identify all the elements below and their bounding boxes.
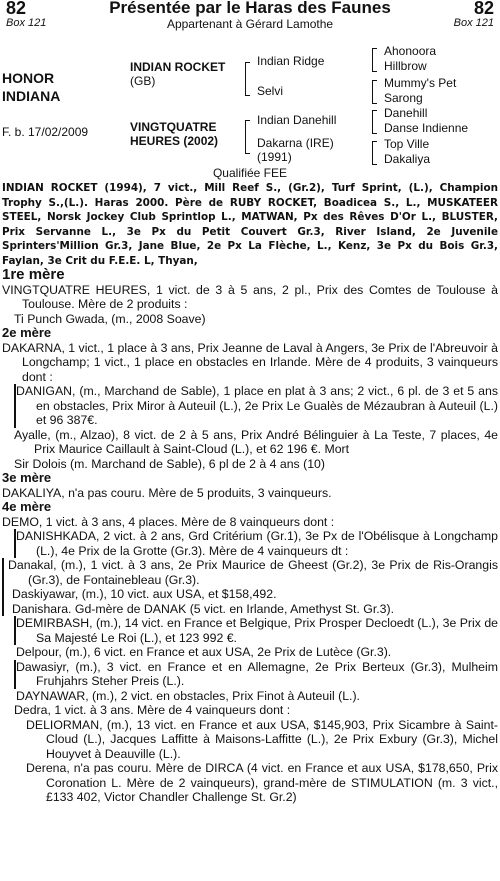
birth-info: F. b. 17/02/2009 xyxy=(2,125,89,139)
horse-name-line1: HONOR xyxy=(2,70,55,86)
dam-name-year: HEURES (2002) xyxy=(130,134,219,148)
ggp-4: Sarong xyxy=(384,91,423,105)
vendor-line: Présentée par le Haras des Faunes xyxy=(109,0,391,17)
ggp-7: Top Ville xyxy=(384,137,430,151)
offspring-deliorman: DELIORMAN, (m.), 13 vict. en France et aux USA, $145,903, Prix Sicambre à Saint-Cloud (L.), Jacques Laffitte à Maisons-Laffitte (L.), 2e Prix Exbury (Gr.3), Michel Houyvet à Deauville (L.). xyxy=(26,717,498,761)
dam-dam-name: Dakarna (IRE) xyxy=(257,136,334,150)
lot-header xyxy=(0,0,500,32)
lot-number-right: 82 xyxy=(473,0,494,18)
second-dam-offspring-danigan: DANIGAN, (m., Marchand de Sable), 1 place en plat à 3 ans; 2 vict., 6 pl. de 3 et 5 ans en obstacles, Prix Miror à Auteuil (L.), 2e Prix Le Gualès de Mézaubran à Auteuil (L.) et 96 387€. xyxy=(16,384,498,427)
first-dam-heading: 1re mère xyxy=(2,266,65,283)
third-dam-text: DAKALIYA, n'a pas couru. Mère de 5 produits, 3 vainqueurs. xyxy=(2,485,332,500)
pedigree-notes xyxy=(2,181,498,805)
ggp-6: Danse Indienne xyxy=(384,121,469,135)
dam-dam-year: (1991) xyxy=(257,150,292,164)
offspring-demirbash: DEMIRBASH, (m.), 14 vict. en France et Belgique, Prix Prosper Decloedt (L.), 3e Prix de Sa Majesté Le Roi (L.), et 123 992 €. xyxy=(16,616,498,645)
sire-bracket xyxy=(245,62,250,96)
box-number-left: Box 121 xyxy=(6,17,47,29)
fourth-dam-text: DEMO, 1 vict. à 3 ans, 4 places. Mère de 8 vainqueurs dont : xyxy=(2,514,335,529)
third-dam-heading: 3e mère xyxy=(2,470,52,485)
offspring-delpour: Delpour, (m.), 6 vict. en France et aux USA, 2e Prix de Lutèce (Gr.3). xyxy=(16,645,392,659)
second-dam-offspring-sir-dolois: Sir Dolois (m. Marchand de Sable), 6 pl de 2 à 4 ans (10) xyxy=(14,456,325,471)
dam-dam xyxy=(257,136,334,164)
ggp-8: Dakaliya xyxy=(384,152,431,166)
first-dam-offspring: Ti Punch Gwada, (m., 2008 Soave) xyxy=(14,311,206,326)
dam-name-line2 xyxy=(130,134,218,148)
first-dam-text: VINGTQUATRE HEURES, 1 vict. de 3 à 5 ans, 2 pl., Prix des Comtes de Toulouse à Toulouse. Mère de 2 produits : xyxy=(2,282,498,311)
offspring-daskiyawar: Daskiyawar, (m.), 10 vict. aux USA, et $158,492. xyxy=(2,587,498,602)
offspring-derena: Derena, n'a pas couru. Mère de DIRCA (4 vict. en France et aux USA, $178,650, Prix Coronation L. Mère de 2 vainqueurs), grand-mère de STIMULATION (m. 3 vict., £133 402, Victor Chandler Challenge St. Gr.2) xyxy=(26,761,498,804)
second-dam-text: DAKARNA, 1 vict., 1 place à 3 ans, Prix Jeanne de Laval à Angers, 3e Prix de l'Abreuvoir à Longchamp; 1 vict., 1 place en obstacles en Irlande. Mère de 4 produits, 3 vainqueurs dont : xyxy=(2,340,498,384)
sire-description: INDIAN ROCKET (1994), 7 vict., Mill Reef S., (Gr.2), Turf Sprint, (L.), Champion Trophy S.,(L.). Haras 2000. Père de RUBY ROCKET, Boadicea S., L., MUSKATEER STEEL, Norsk Jockey Club Sprintlop L., MATWAN, Px des Rêves D'Or L., BLUSTER, Prix Servanne L., 3e Px du Petit Couvert Gr.3, River Island, 2e Juvenile Sprinters'Million Gr.3, Jane Blue, 2e Px La Flèche, L., Kenz, 3e Px du Bois Gr.3, Faylan, 3e Crit du F.E.E. L, Thyan, xyxy=(2,182,498,267)
gg-bracket-3 xyxy=(372,110,377,134)
offspring-dawasiyr: Dawasiyr, (m.), 3 vict. en France et en Allemagne, 2e Prix Berteux (Gr.3), Mulheim Fruhjahrs Steher Preis (L.). xyxy=(16,659,498,688)
gg-bracket-2 xyxy=(372,80,377,104)
lot-number-left: 82 xyxy=(6,0,27,18)
box-number-right: Box 121 xyxy=(453,17,494,29)
sire xyxy=(130,60,225,88)
dam-name-line1: VINGTQUATRE xyxy=(130,120,217,134)
owner-line: Appartenant à Gérard Lamothe xyxy=(166,17,334,31)
sire-origin: (GB) xyxy=(130,74,156,88)
gg-bracket-4 xyxy=(372,141,377,165)
dam-sire: Indian Danehill xyxy=(257,113,337,127)
second-dam-heading: 2e mère xyxy=(2,325,52,340)
horse-name-line2: INDIANA xyxy=(2,88,61,104)
ggp-2: Hillbrow xyxy=(384,59,427,73)
second-dam-offspring-ayalle: Ayalle, (m., Alzao), 8 vict. de 2 à 5 ans, Prix André Bélinguier à La Teste, 7 places, 4e Prix Maurice Caillault à Saint-Cloud (L.), et 62 196 €. Mort xyxy=(14,427,498,456)
sire-dam: Selvi xyxy=(257,84,284,98)
gg-bracket-1 xyxy=(372,48,377,72)
offspring-daynawar: DAYNAWAR, (m.), 2 vict. en obstacles, Prix Finot à Auteuil (L.). xyxy=(16,688,360,703)
ggp-3: Mummy's Pet xyxy=(384,76,457,90)
qualification: Qualifiée FEE xyxy=(212,166,288,180)
offspring-dedra: Dedra, 1 vict. à 3 ans. Mère de 4 vainqueurs dont : xyxy=(14,703,291,717)
offspring-danakal: Danakal, (m.), 1 vict. à 3 ans, 2e Prix Maurice de Gheest (Gr.2), 3e Prix de Ris-Orangis (Gr.3), de Fontainebleau (Gr.3). xyxy=(2,558,498,587)
sire-sire: Indian Ridge xyxy=(257,54,325,68)
offspring-danishkada: DANISHKADA, 2 vict. à 2 ans, Grd Critérium (Gr.1), 3e Px de l'Obélisque à Longchamp (L.), 4e Prix de la Grotte (Gr.3). Mère de 4 vainqueurs dt : xyxy=(16,529,498,558)
sire-name: INDIAN ROCKET xyxy=(130,60,226,74)
ggp-1: Ahonoora xyxy=(384,44,437,58)
fourth-dam-heading: 4e mère xyxy=(2,499,52,514)
dam-bracket xyxy=(245,120,250,154)
ggp-5: Danehill xyxy=(384,106,428,120)
offspring-danishara: Danishara. Gd-mère de DANAK (5 vict. en Irlande, Amethyst St. Gr.3). xyxy=(2,602,498,617)
dam xyxy=(130,120,218,148)
horse-name xyxy=(2,69,60,105)
